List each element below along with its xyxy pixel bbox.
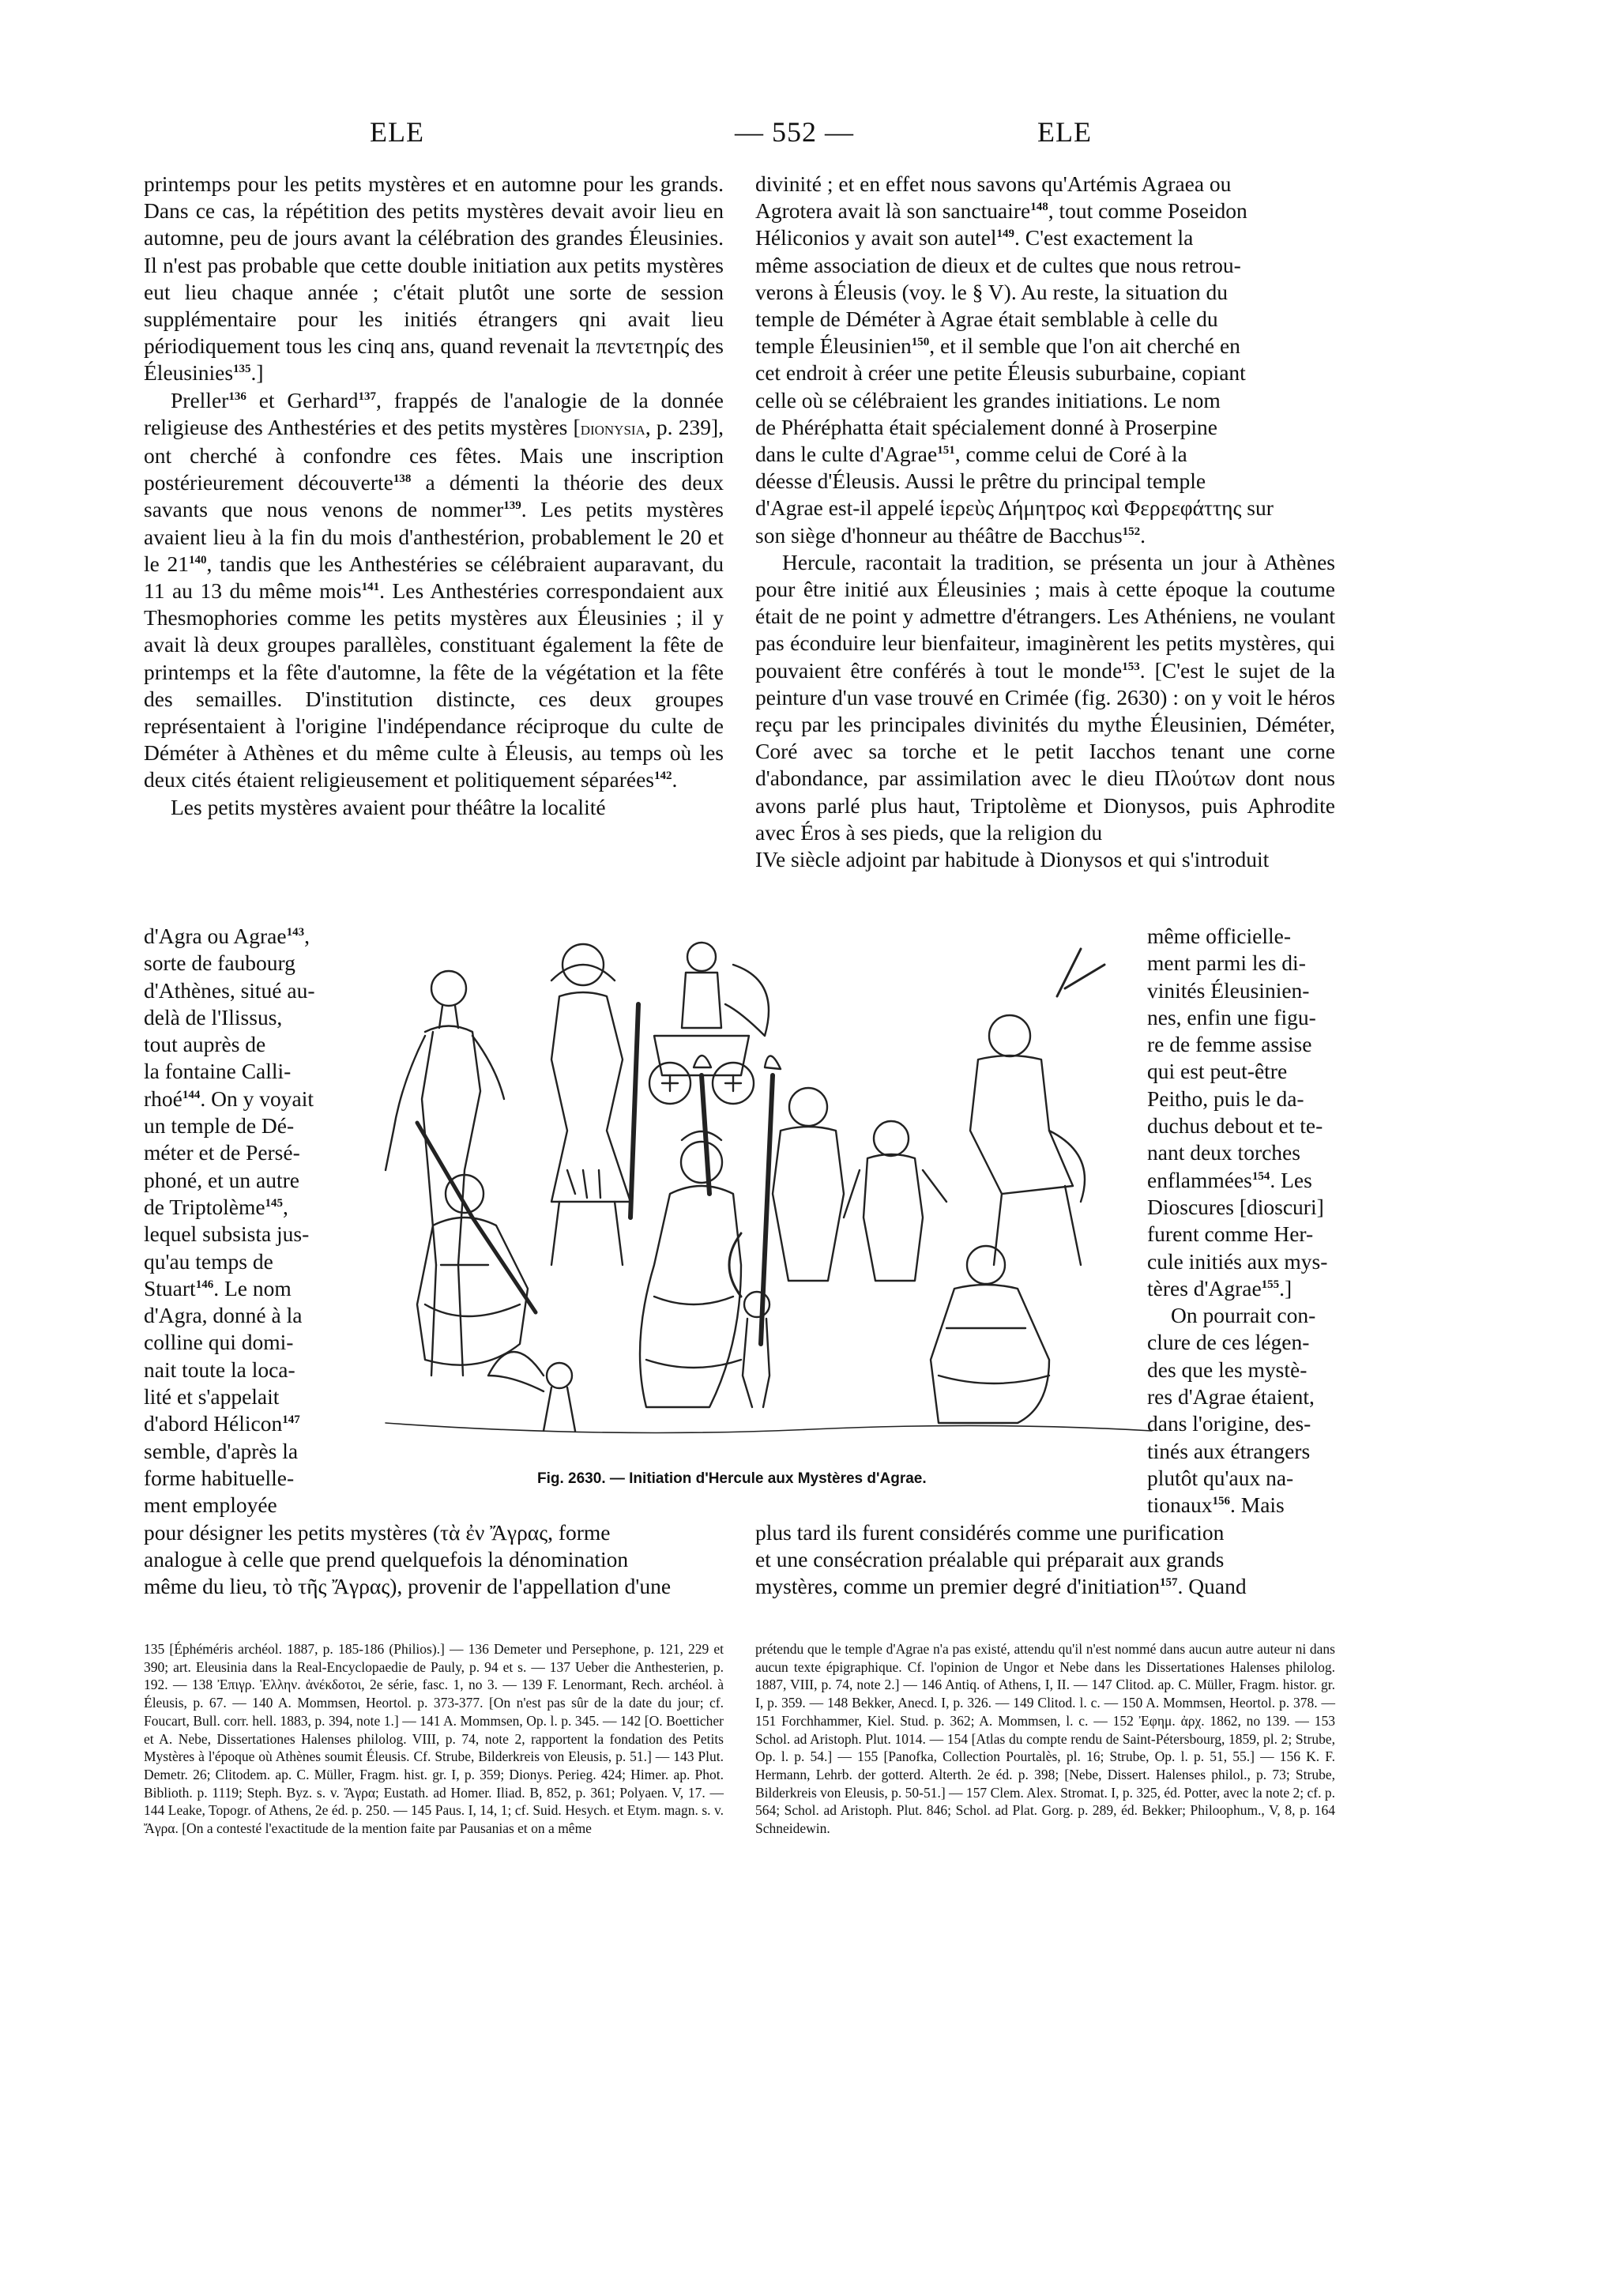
figure-caption: Fig. 2630. — Initiation d'Hercule aux Mystères d'Agrae.	[537, 1470, 927, 1487]
figure-seated-right	[931, 1246, 1049, 1423]
left-paragraph-2: Preller$^{136}$ et Gerhard$^{137}$, frappés de l'analogie de la donnée religieuse des Anthestéries et des petits mystères [dionysia, p. 239], ont cherché à confondre ces fêtes. Mais une inscription postérieurement découverte$^{138}$ a démenti la théorie des deux savants que nous venons de nommer$^{139}$. Les petits mystères avaient lieu à la fin du mois d'anthestérion, probablement le 20 et le $21^{140}$, tandis que les Anthestéries se célébraient auparavant, du 11 au 13 du même mois$^{141}$. Les Anthestéries correspondaient aux Thesmophories comme les petits mystères aux Éleusinies ; il y avait là deux groupes parallèles, constituant également la fête de printemps et la fête d'automne, la fête de la végétation et la fête des semailles. D'institution distincte, ces deux groupes représentaient à l'origine l'indépendance réciproque du culte de Déméter à Athènes et du même culte à Éleusis, au temps où les deux cités étaient religieusement et politiquement séparées$^{142}$.	[144, 387, 724, 792]
figure-dionysos	[970, 949, 1104, 1265]
left-column-top	[144, 171, 724, 821]
right-column-top: divinité ; et en effet nous savons qu'Artémis Agraea ou Agrotera avait là son sanctuaire$^{148}$, tout comme Poseidon Héliconios y avait son autel$^{149}$. C'est exactement la même association de dieux et de cultes que nous retrou- verons à Éleusis (voy. le § V). Au reste, la situation du temple de Déméter à Agrae était semblable à celle du temple Éleusinien$^{150}$, et il semble que l'on ait cherché en cet endroit à créer une petite Éleusis suburbaine, copiant celle où se célébraient les grandes initiations. Le nom de Phéréphatta était spécialement donné à Proserpine dans le culte d'Agrae$^{151}$, comme celui de Coré à la déesse d'Éleusis. Aussi le prêtre du principal temple d'Agrae est-il appelé ἱερεὺς Δήμητρος καὶ Φερρεφάττης sur son siège d'honneur au théâtre de Bacchus$^{152}$. Hercule, racontait la tradition, se présenta un jour à Athènes pour être initié aux Éleusinies ; mais à cette époque la coutume était de ne point y admettre d'étrangers. Les Athéniens, ne voulant pas éconduire leur bienfaiteur, imaginèrent les petits mystères, qui pouvaient être conférés à tout le monde$^{153}$. [C'est le sujet de la peinture d'un vase trouvé en Crimée (fig. 2630) : on y voit le héros reçu par les principales divinités du mythe Éleusinien, Déméter, Coré avec sa torche et le petit Iacchos tenant une corne d'abondance, par assimilation avec le dieu Πλούτων dont nous avons parlé plus haut, Triptolème et Dionysos, puis Aphrodite avec Éros à ses pieds, que la religion du IVe siècle adjoint par habitude à Dionysos et qui s'introduit	[755, 171, 1336, 872]
header-left: ELE	[370, 116, 424, 148]
figure-kore	[761, 1056, 844, 1344]
left-column-bottom: pour désigner les petits mystères (τὰ ἐν Ἄγρας, forme analogue à celle que prend quelquefois la dénomination même du lieu, τὸ τῆς Ἄγρας), provenir de l'appellation d'une	[144, 1520, 672, 1599]
footnotes-right: prétendu que le temple d'Agrae n'a pas existé, attendu qu'il n'est nommé dans aucun autre auteur ni dans aucun texte épigraphique. Cf. l'opinion de Ungor et Nebe dans les Dissertationes Halenses philolog. 1887, VIII, p. 74, note 2.] — 146 Antiq. of Athens, I, II. — 147 Clitod. ap. C. Müller, Fragm. histor. gr. I, p. 359. — 148 Bekker, Anecd. I, p. 326. — 149 Clitod. l. c. — 150 A. Mommsen, Heortol. p. 378. — 151 Forchhammer, Kiel. Stud. p. 362; A. Mommsen, l. c. — 152 Ἐφημ. ἀρχ. 1862, no 139. — 153 Schol. ad Aristoph. Plut. 1014. — 154 [Atlas du compte rendu de Saint-Pétersbourg, 1859, pl. 2; Strube, Op. l. p. 54.] — 155 [Panofka, Collection Pourtalès, pl. 16; Strube, Op. l. p. 51, 55.] — 156 K. F. Hermann, Lehrb. der gotterd. Alterth. 2e éd. p. 398; [Nebe, Dissert. Halenses philol., p. 73; Strube, Bilderkreis von Eleusis, p. 50-51.] — 157 Clem. Alex. Stromat. I, p. 325, éd. Potter, avec la note 2; cf. p. 564; Schol. ad Aristoph. Plut. 846; Schol. ad Plat. Gorg. p. 289, éd. Bekker; Philoophum., V, 8, p. 164 Schneidewin.	[755, 1641, 1335, 1837]
figure-aphrodite	[844, 1121, 946, 1281]
figure-demeter	[640, 1056, 741, 1407]
figure-hercules	[386, 971, 536, 1376]
right-wrap-column: même officielle- ment parmi les di- vinités Éleusinien- nes, enfin une figu- re de femme assise qui est peut-être Peitho, puis le da- duchus debout et te- nant deux torches enflammées$^{154}$. Les Dioscures [dioscuri] furent comme Her- cule initiés aux mys- tères d'Agrae$^{155}$.] On pourrait con- clure de ces légen- des que les mystè- res d'Agrae étaient, dans l'origine, des- tinés aux étrangers plutôt qu'aux na- tionaux$^{156}$. Mais	[1147, 924, 1328, 1518]
page-number: — 552 —	[735, 116, 854, 148]
left-paragraph-3-start: Les petits mystères avaient pour théâtre la localité	[171, 794, 606, 819]
right-column-bottom: plus tard ils furent considérés comme une purification et une consécration préalable qui préparait aux grands mystères, comme un premier degré d'initiation$^{157}$. Quand	[755, 1520, 1247, 1599]
header-right: ELE	[1037, 116, 1092, 148]
engraving-illustration	[370, 933, 1166, 1462]
figure-chariot	[649, 943, 769, 1104]
footnotes-left: 135 [Éphéméris archéol. 1887, p. 185-186 (Philios).] — 136 Demeter und Persephone, p. 121, 229 et 390; art. Eleusinia dans la Real-Encyclopaedie de Pauly, p. 94 et s. — 137 Ueber die Anthesterien, p. 192. — 138 Ἐπιγρ. Ἑλλην. ἀνέκδοτοι, 2e série, fasc. 1, no 3. — 139 F. Lenormant, Rech. archéol. à Éleusis, p. 67. — 140 A. Mommsen, Heortol. p. 373-377. [On n'est pas sûr de la date du jour; cf. Foucart, Bull. corr. hell. 1883, p. 394, note 1.] — 141 A. Mommsen, Op. l. p. 345. — 142 [O. Boetticher et A. Nebe, Dissertationes Halenses philolog. VIII, p. 74, note 2, rapportent la fondation des Petits Mystères à l'époque où Athènes soumit Éleusis. Cf. Strube, Bilderkreis von Eleusis, p. 51.] — 143 Plut. Demetr. 26; Clitodem. ap. C. Müller, Fragm. hist. gr. I, p. 359; Dionys. Perieg. 424; Himer. ap. Phot. Biblioth. p. 1119; Steph. Byz. s. v. Ἄγρα; Eustath. ad Homer. Iliad. B, 852, p. 361; Polyaen. V, 17. — 144 Leake, Topogr. of Athens, 2e éd. p. 250. — 145 Paus. I, 14, 1; cf. Suid. Hesych. et Etym. magn. s. v. Ἄγρα. [On a contesté l'exactitude de la mention faite par Pausanias et on a même	[144, 1641, 724, 1837]
figure-eros	[488, 1352, 575, 1431]
figure-triptolemos	[551, 944, 638, 1265]
cross-reference: dionysia	[580, 418, 645, 439]
left-paragraph-1: printemps pour les petits mystères et en automne pour les grands. Dans ce cas, la répétition des petits mystères devait avoir lieu en automne, peu de jours avant la célébration des grandes Éleusinies. Il n'est pas probable que cette double initiation aux petits mystères eut lieu chaque année ; c'était plutôt une sorte de session supplémentaire pour les initiés étrangers qni avait lieu périodiquement tous les cinq ans, quand revenait la πεντετηρίς des Éleusinies$^{135}$.]	[144, 171, 724, 386]
left-wrap-column: d'Agra ou Agrae$^{143}$, sorte de faubourg d'Athènes, situé au- delà de l'Ilissus, tout auprès de la fontaine Calli- rhoé$^{144}$. On y voyait un temple de Dé- méter et de Persé- phoné, et un autre de Triptolème$^{145}$, lequel subsista jus- qu'au temps de Stuart$^{146}$. Le nom d'Agra, donné à la colline qui domi- nait toute la loca- lité et s'appelait d'abord Hélicon$^{147}$ semble, d'après la forme habituelle- ment employée	[144, 924, 315, 1518]
right-paragraph-2: Hercule, racontait la tradition, se présenta un jour à Athènes pour être initié aux Éleusinies ; mais à cette époque la coutume était de ne point y admettre d'étrangers. Les Athéniens, ne voulant pas éconduire leur bienfaiteur, imaginèrent les petits mystères, qui pouvaient être conférés à tout le monde$^{153}$. [C'est le sujet de la peinture d'un vase trouvé en Crimée (fig. 2630) : on y voit le héros reçu par les principales divinités du mythe Éleusinien, Déméter, Coré avec sa torche et le petit Iacchos tenant une corne d'abondance, par assimilation avec le dieu Πλούτων dont nous avons parlé plus haut, Triptolème et Dionysos, puis Aphrodite avec Éros à ses pieds, que la religion du	[755, 549, 1336, 845]
